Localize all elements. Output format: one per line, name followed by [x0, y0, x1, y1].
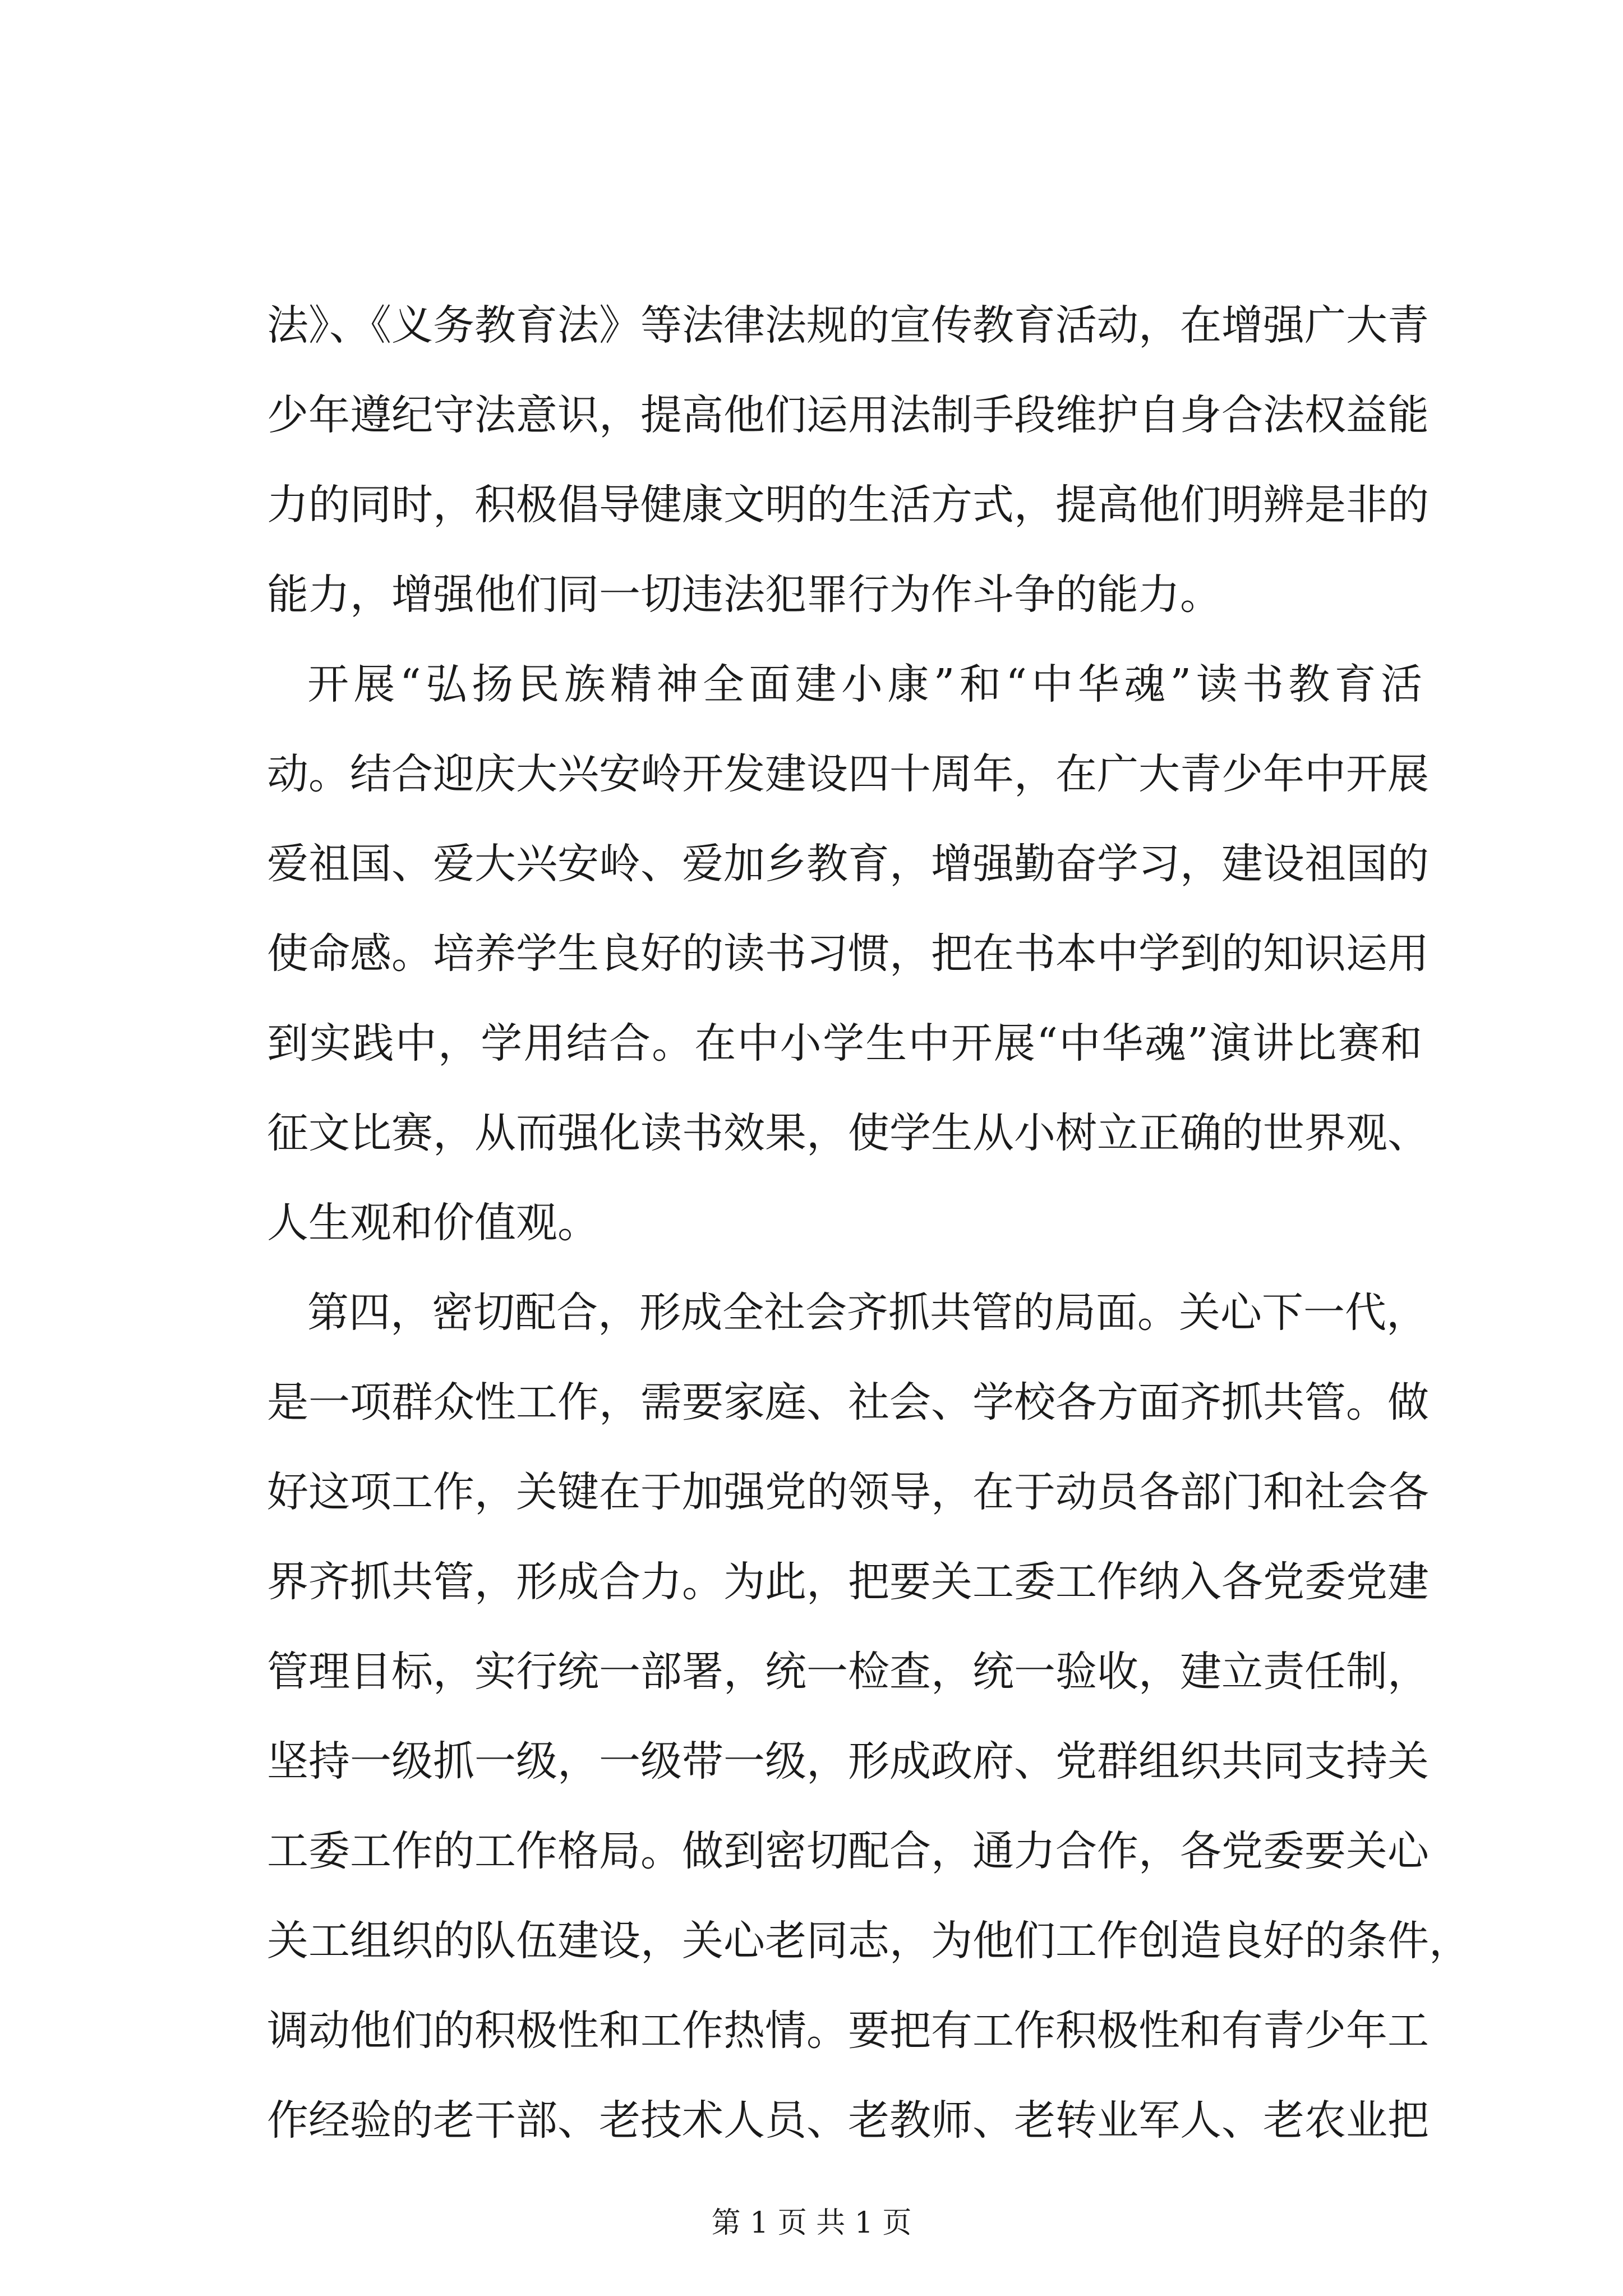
body-text-line: 关工组织的队伍建设，关心老同志，为他们工作创造良好的条件，: [267, 1917, 1470, 1965]
paragraph-first-line: 开展“弘扬民族精神全面建小康”和“中华魂”读书教育活: [307, 660, 1422, 708]
body-text-line: 工委工作的工作格局。做到密切配合，通力合作，各党委要关心: [267, 1827, 1429, 1875]
body-text-line: 到实践中，学用结合。在中小学生中开展“中华魂”演讲比赛和: [267, 1019, 1422, 1068]
body-text-line: 使命感。培养学生良好的读书习惯，把在书本中学到的知识运用: [267, 930, 1429, 978]
page-footer: 第 1 页 共 1 页: [711, 2206, 912, 2240]
body-text-line: 管理目标，实行统一部署，统一检查，统一验收，建立责任制，: [267, 1648, 1429, 1696]
body-text-line: 征文比赛，从而强化读书效果，使学生从小树立正确的世界观、: [267, 1109, 1429, 1157]
body-text-line: 是一项群众性工作，需要家庭、社会、学校各方面齐抓共管。做: [267, 1378, 1429, 1427]
body-text-line: 人生观和价值观。: [267, 1199, 599, 1247]
body-text-line: 力的同时，积极倡导健康文明的生活方式，提高他们明辨是非的: [267, 481, 1429, 529]
body-text-line: 好这项工作，关键在于加强党的领导，在于动员各部门和社会各: [267, 1468, 1429, 1516]
body-text-line: 坚持一级抓一级，一级带一级，形成政府、党群组织共同支持关: [267, 1737, 1429, 1786]
body-text-line: 作经验的老干部、老技术人员、老教师、老转业军人、老农业把: [267, 2096, 1429, 2145]
body-text-line: 调动他们的积极性和工作热情。要把有工作积极性和有青少年工: [267, 2007, 1429, 2055]
body-text-line: 能力，增强他们同一切违法犯罪行为作斗争的能力。: [267, 570, 1221, 619]
paragraph-first-line: 第四，密切配合，形成全社会齐抓共管的局面。关心下一代，: [307, 1289, 1428, 1337]
body-text-line: 法》、《义务教育法》等法律法规的宣传教育活动，在增强广大青: [267, 301, 1429, 349]
body-text-line: 爱祖国、爱大兴安岭、爱加乡教育，增强勤奋学习，建设祖国的: [267, 840, 1429, 888]
body-text-line: 动。结合迎庆大兴安岭开发建设四十周年，在广大青少年中开展: [267, 750, 1429, 798]
body-text-line: 少年遵纪守法意识，提高他们运用法制手段维护自身合法权益能: [267, 391, 1429, 439]
body-text-line: 界齐抓共管，形成合力。为此，把要关工委工作纳入各党委党建: [267, 1558, 1429, 1606]
